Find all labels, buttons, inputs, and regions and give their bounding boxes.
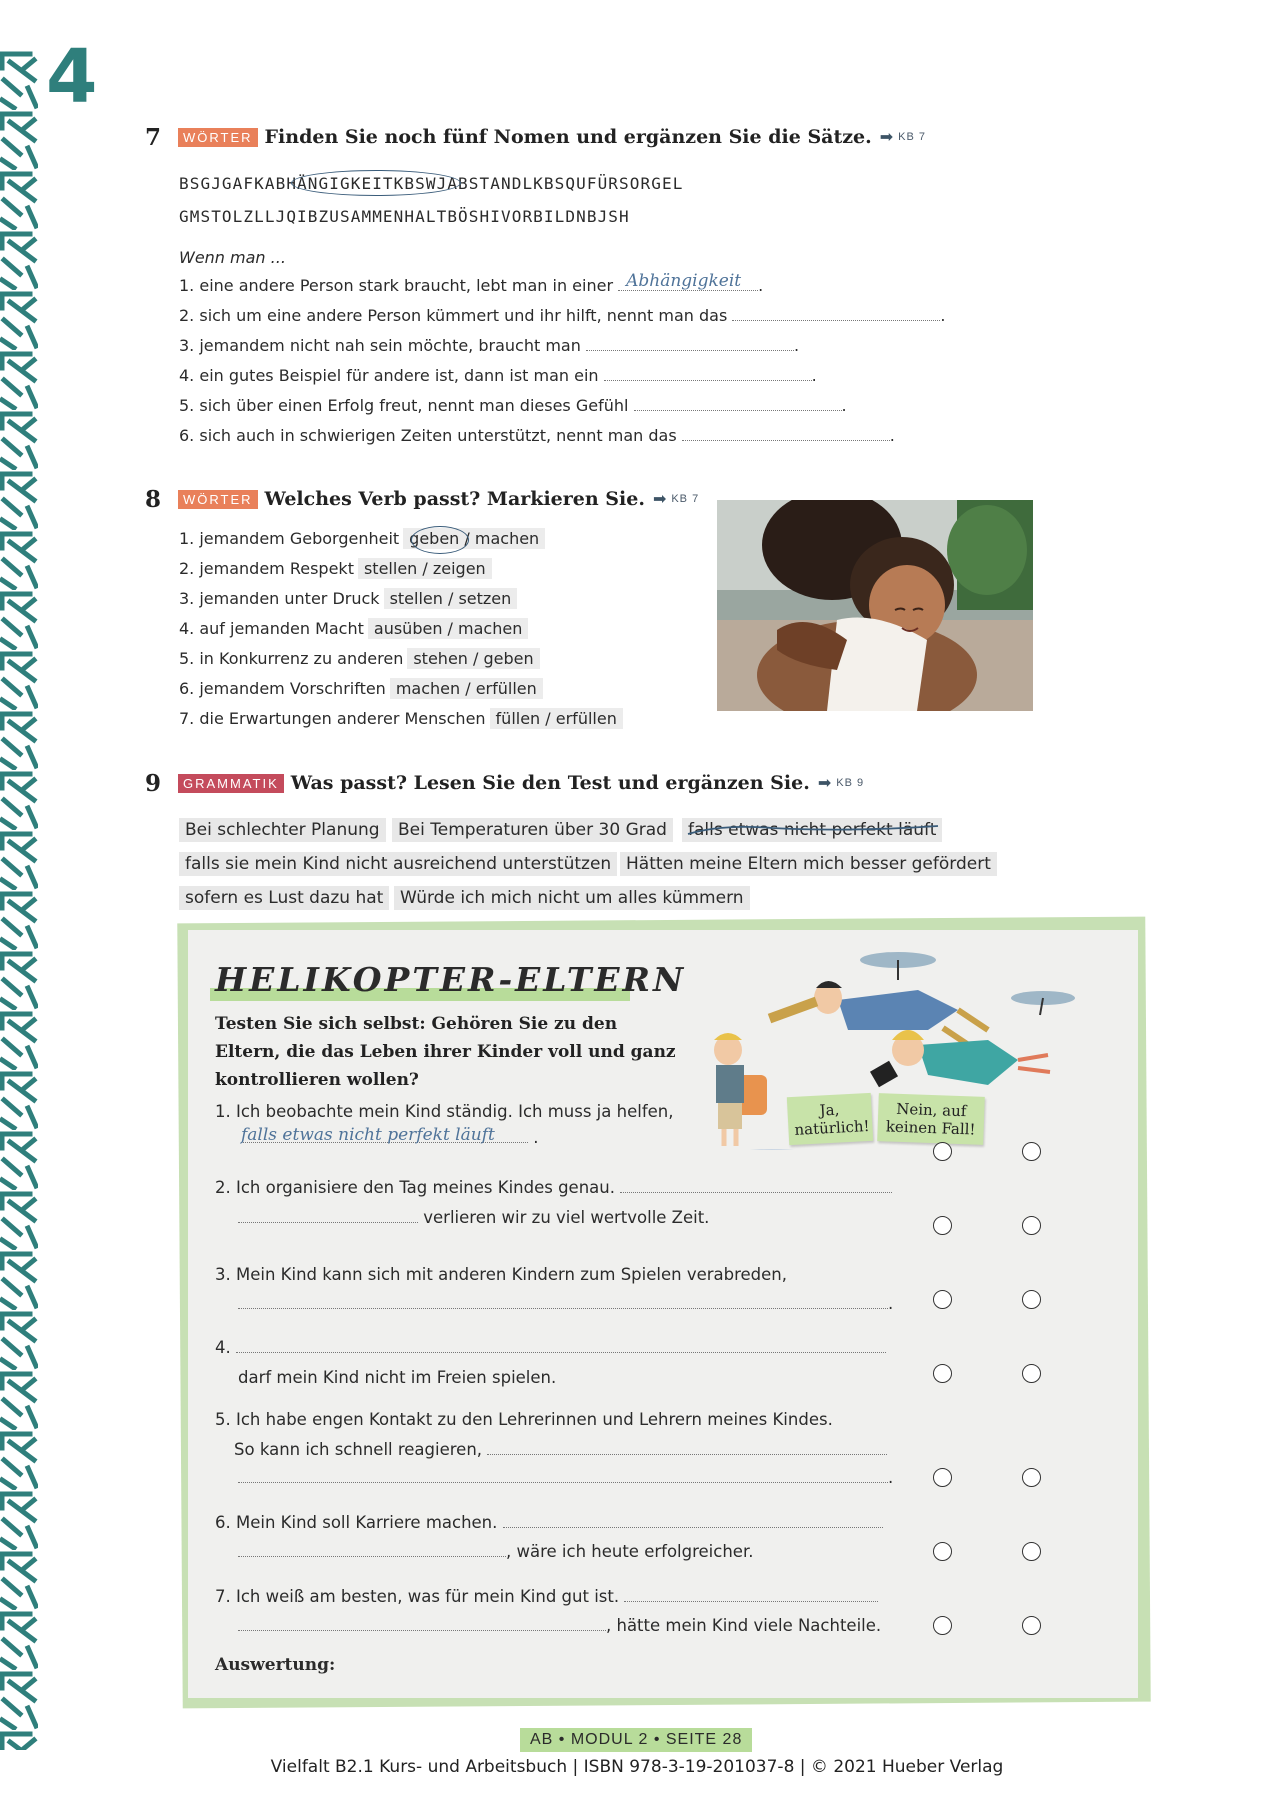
phrase-chip[interactable]: sofern es Lust dazu hat — [179, 886, 389, 910]
exercise-title: Was passt? Lesen Sie den Test und ergänzen Sie. — [290, 772, 810, 794]
page-badge: AB • MODUL 2 • SEITE 28 — [520, 1728, 752, 1752]
phrase-chip[interactable]: falls sie mein Kind nicht ausreichend unterstützen — [179, 852, 617, 876]
verb-choice[interactable]: stellen / setzen — [384, 588, 518, 609]
radio-yes-7[interactable] — [933, 1616, 952, 1635]
sentence-end: . — [940, 306, 946, 325]
question-text: 7. Ich weiß am besten, was für mein Kind gut ist. — [215, 1587, 620, 1606]
cross-reference — [653, 489, 699, 509]
answer-blank[interactable] — [236, 1339, 886, 1353]
verb-item-text: 1. jemandem Geborgenheit — [179, 529, 400, 548]
verb-item-text: 6. jemandem Vorschriften — [179, 679, 386, 698]
question-text: , wäre ich heute erfolgreicher. — [506, 1542, 754, 1561]
radio-no-5[interactable] — [1022, 1468, 1041, 1487]
cross-reference — [818, 773, 864, 793]
word-puzzle-line-1: BSGJGAFKABHÄNGIGKEITKBSWJABSTANDLKBSQUFÜRSORGEL — [179, 174, 684, 193]
sentence-text: 4. ein gutes Beispiel für andere ist, dann ist man ein — [179, 366, 599, 385]
question-3-line-2: . — [238, 1294, 893, 1313]
answer-blank[interactable] — [682, 427, 890, 441]
verb-choice[interactable]: geben / machen — [403, 528, 545, 549]
answer-blank[interactable] — [624, 1588, 878, 1602]
circled-word-marker — [291, 170, 461, 196]
verb-item-4 — [179, 618, 528, 639]
phrase-chip[interactable]: Bei Temperaturen über 30 Grad — [392, 818, 673, 842]
answer-blank[interactable] — [487, 1441, 887, 1455]
question-4 — [215, 1338, 886, 1357]
answer-blank[interactable] — [238, 1617, 606, 1631]
handwritten-answer: Abhängigkeit — [626, 271, 742, 291]
phrase-chip[interactable]: Bei schlechter Planung — [179, 818, 386, 842]
answer-blank[interactable] — [620, 1179, 892, 1193]
sentence-6 — [179, 426, 895, 445]
radio-no-7[interactable] — [1022, 1616, 1041, 1635]
question-6 — [215, 1513, 883, 1532]
verb-item-7 — [179, 708, 623, 729]
question-5-line-3: . — [238, 1468, 893, 1487]
sentence-end: . — [841, 396, 847, 415]
exercise-header — [178, 488, 699, 510]
radio-no-1[interactable] — [1022, 1142, 1041, 1161]
question-text: So kann ich schnell reagieren, — [234, 1440, 483, 1459]
quiz-card — [188, 930, 1138, 1698]
answer-blank[interactable] — [634, 397, 842, 411]
evaluation-label: Auswertung: — [215, 1655, 336, 1675]
sentence-end: . — [889, 426, 895, 445]
handwritten-answer: falls etwas nicht perfekt läuft — [241, 1125, 495, 1145]
sentence-3 — [179, 336, 799, 355]
exercise-header — [178, 772, 864, 794]
sentence-2 — [179, 306, 945, 325]
category-tag: WÖRTER — [178, 490, 258, 509]
verb-choice[interactable]: machen / erfüllen — [390, 678, 543, 699]
verb-choice[interactable]: stehen / geben — [407, 648, 539, 669]
exercise-7 — [145, 124, 1145, 454]
question-3: 3. Mein Kind kann sich mit anderen Kindern zum Spielen verabreden, — [215, 1265, 787, 1284]
answer-blank[interactable] — [241, 1125, 528, 1145]
lead-text: Wenn man ... — [179, 248, 286, 267]
radio-yes-4[interactable] — [933, 1364, 952, 1383]
radio-yes-1[interactable] — [933, 1142, 952, 1161]
question-6-line-2 — [238, 1542, 753, 1561]
sentence-text: 1. eine andere Person stark braucht, lebt man in einer — [179, 276, 614, 295]
verb-item-5 — [179, 648, 540, 669]
question-2 — [215, 1178, 892, 1197]
word-puzzle-line-2: GMSTOLZLLJQIBZUSAMMENHALTBÖSHIVORBILDNBJSH — [179, 207, 630, 226]
question-text: verlieren wir zu viel wertvolle Zeit. — [423, 1208, 710, 1227]
verb-item-text: 2. jemandem Respekt — [179, 559, 354, 578]
sentence-text: 5. sich über einen Erfolg freut, nennt man dieses Gefühl — [179, 396, 629, 415]
verb-item-text: 7. die Erwartungen anderer Menschen — [179, 709, 486, 728]
question-1: 1. Ich beobachte mein Kind ständig. Ich muss ja helfen, — [215, 1102, 674, 1121]
answer-blank[interactable] — [732, 307, 940, 321]
category-tag: GRAMMATIK — [178, 774, 284, 793]
answer-blank[interactable] — [238, 1469, 888, 1483]
cross-reference — [880, 127, 926, 147]
verb-item-1 — [179, 528, 545, 549]
question-7-line-2 — [238, 1616, 881, 1635]
sentence-text: 3. jemandem nicht nah sein möchte, braucht man — [179, 336, 581, 355]
exercise-number: 8 — [145, 486, 162, 513]
answer-label-yes: Ja, natürlich! — [787, 1093, 873, 1145]
sentence-5 — [179, 396, 847, 415]
answer-blank[interactable] — [238, 1543, 506, 1557]
verb-item-6 — [179, 678, 543, 699]
arrow-right-icon: ➡ — [652, 491, 668, 508]
question-4-line-2: darf mein Kind nicht im Freien spielen. — [238, 1368, 557, 1387]
radio-no-6[interactable] — [1022, 1542, 1041, 1561]
photo-child-hug — [717, 500, 1033, 711]
unit-number: 4 — [46, 34, 98, 120]
sentence-end: . — [811, 366, 817, 385]
strike-through-mark — [682, 822, 947, 846]
exercise-number: 9 — [145, 770, 162, 797]
radio-no-2[interactable] — [1022, 1216, 1041, 1235]
verb-choice[interactable]: füllen / erfüllen — [490, 708, 623, 729]
reference-label: KB 7 — [898, 131, 927, 143]
answer-blank[interactable] — [618, 271, 758, 291]
radio-yes-2[interactable] — [933, 1216, 952, 1235]
sentence-text: 6. sich auch in schwierigen Zeiten unterstützt, nennt man das — [179, 426, 677, 445]
verb-choice[interactable]: stellen / zeigen — [358, 558, 492, 579]
question-5-line-2 — [234, 1440, 887, 1459]
circled-answer-marker — [411, 526, 469, 554]
question-5: 5. Ich habe engen Kontakt zu den Lehrerinnen und Lehrern meines Kindes. — [215, 1410, 833, 1429]
exercise-number: 7 — [145, 124, 162, 151]
arrow-right-icon: ➡ — [879, 129, 895, 146]
verb-item-3 — [179, 588, 517, 609]
publisher-credit: Vielfalt B2.1 Kurs- und Arbeitsbuch | ISBN 978-3-19-201037-8 | © 2021 Hueber Verlag — [270, 1757, 1004, 1777]
radio-yes-3[interactable] — [933, 1290, 952, 1309]
verb-item-text: 3. jemanden unter Druck — [179, 589, 380, 608]
question-7 — [215, 1587, 878, 1606]
question-text: 2. Ich organisiere den Tag meines Kindes genau. — [215, 1178, 615, 1197]
sentence-4 — [179, 366, 817, 385]
answer-blank[interactable] — [503, 1514, 883, 1528]
radio-yes-5[interactable] — [933, 1468, 952, 1487]
exercise-header — [178, 126, 926, 148]
radio-no-4[interactable] — [1022, 1364, 1041, 1383]
verb-choice[interactable]: ausüben / machen — [368, 618, 528, 639]
answer-blank[interactable] — [238, 1209, 418, 1223]
question-number: 4. — [215, 1338, 231, 1357]
question-1-answer-line: falls etwas nicht perfekt läuft . — [241, 1125, 539, 1147]
phrase-chip[interactable]: Hätten meine Eltern mich besser gefördert — [620, 852, 997, 876]
card-intro: Testen Sie sich selbst: Gehören Sie zu den Eltern, die das Leben ihrer Kinder voll und ganz kontrollieren wollen? — [215, 1014, 676, 1090]
verb-item-text: 4. auf jemanden Macht — [179, 619, 364, 638]
sentence-text: 2. sich um eine andere Person kümmert und ihr hilft, nennt man das — [179, 306, 728, 325]
decorative-border-pattern — [0, 50, 38, 1750]
phrase-chip[interactable]: Würde ich mich nicht um alles kümmern — [394, 886, 750, 910]
question-2-line-2 — [238, 1208, 709, 1227]
verb-item-text: 5. in Konkurrenz zu anderen — [179, 649, 404, 668]
radio-no-3[interactable] — [1022, 1290, 1041, 1309]
phrase-chip-used[interactable]: falls etwas nicht perfekt läuft — [682, 818, 942, 842]
sentence-end: . — [758, 276, 764, 295]
answer-blank[interactable] — [238, 1295, 888, 1309]
exercise-title: Welches Verb passt? Markieren Sie. — [264, 488, 645, 510]
answer-blank[interactable] — [586, 337, 794, 351]
sentence-end: . — [793, 336, 800, 355]
sentence-1 — [179, 271, 764, 295]
answer-blank[interactable] — [604, 367, 812, 381]
verb-item-2 — [179, 558, 492, 579]
question-text: 6. Mein Kind soll Karriere machen. — [215, 1513, 498, 1532]
reference-label: KB 7 — [671, 493, 700, 505]
card-title: HELIKOPTER-ELTERN — [215, 960, 687, 999]
category-tag: WÖRTER — [178, 128, 258, 147]
arrow-right-icon: ➡ — [817, 775, 833, 792]
exercise-title: Finden Sie noch fünf Nomen und ergänzen Sie die Sätze. — [264, 126, 872, 148]
radio-yes-6[interactable] — [933, 1542, 952, 1561]
question-text: , hätte mein Kind viele Nachteile. — [606, 1616, 882, 1635]
reference-label: KB 9 — [836, 777, 865, 789]
answer-label-no: Nein, auf keinen Fall! — [877, 1093, 985, 1145]
